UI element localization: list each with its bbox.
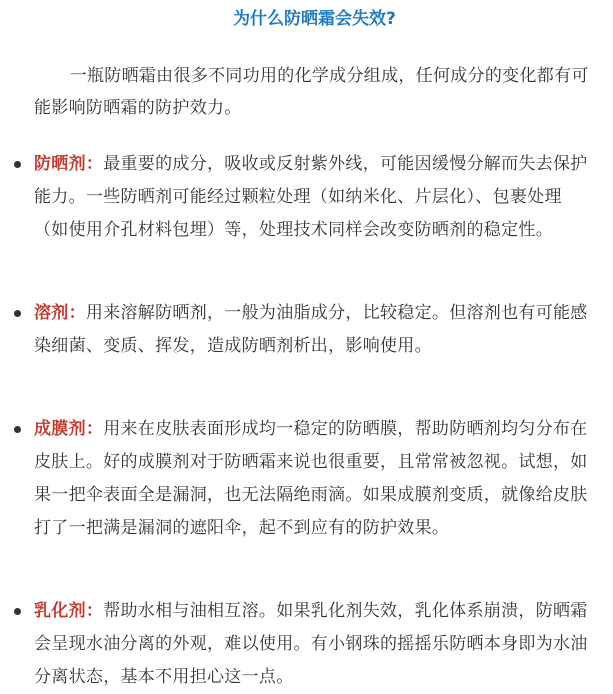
bullet-dot-icon	[14, 310, 21, 317]
item-term: 乳化剂：	[34, 601, 104, 621]
list-item-solvent	[34, 297, 595, 363]
list-item-film-former	[34, 413, 595, 545]
item-text: 最重要的成分，吸收或反射紫外线，可能因缓慢分解而失去保护能力。一些防晒剂可能经过颗粒处理（如纳米化、片层化）、包裹处理（如使用介孔材料包埋）等，处理技术同样会改变防晒剂的稳定性。	[34, 154, 588, 240]
item-text: 用来溶解防晒剂，一般为油脂成分，比较稳定。但溶剂也有可能感染细菌、变质、挥发，造成防晒剂析出，影响使用。	[34, 303, 588, 356]
intro-paragraph: 一瓶防晒霜由很多不同功用的化学成分组成，任何成分的变化都有可能影响防晒霜的防护效力。	[34, 66, 589, 118]
list-item-emulsifier	[34, 595, 595, 694]
item-text: 帮助水相与油相互溶。如果乳化剂失效，乳化体系崩溃，防晒霜会呈现水油分离的外观，难以使用。有小钢珠的摇摇乐防晒本身即为水油分离状态，基本不用担心这一点。	[34, 601, 588, 687]
item-term: 成膜剂：	[34, 419, 104, 439]
item-text: 用来在皮肤表面形成均一稳定的防晒膜，帮助防晒剂均匀分布在皮肤上。好的成膜剂对于防晒霜来说也很重要，且常常被忽视。试想，如果一把伞表面全是漏洞，也无法隔绝雨滴。如果成膜剂变质，就像给皮肤打了一把满是漏洞的遮阳伞，起不到应有的防护效果。	[34, 419, 588, 538]
bullet-dot-icon	[14, 608, 21, 615]
ingredient-list	[34, 148, 595, 694]
item-term: 溶剂：	[34, 303, 86, 323]
bullet-dot-icon	[14, 426, 21, 433]
bullet-dot-icon	[14, 161, 21, 168]
item-term: 防晒剂：	[34, 154, 104, 174]
article-title: 为什么防晒霜会失效?	[233, 9, 396, 29]
list-item-sunscreen-agent	[34, 148, 595, 247]
